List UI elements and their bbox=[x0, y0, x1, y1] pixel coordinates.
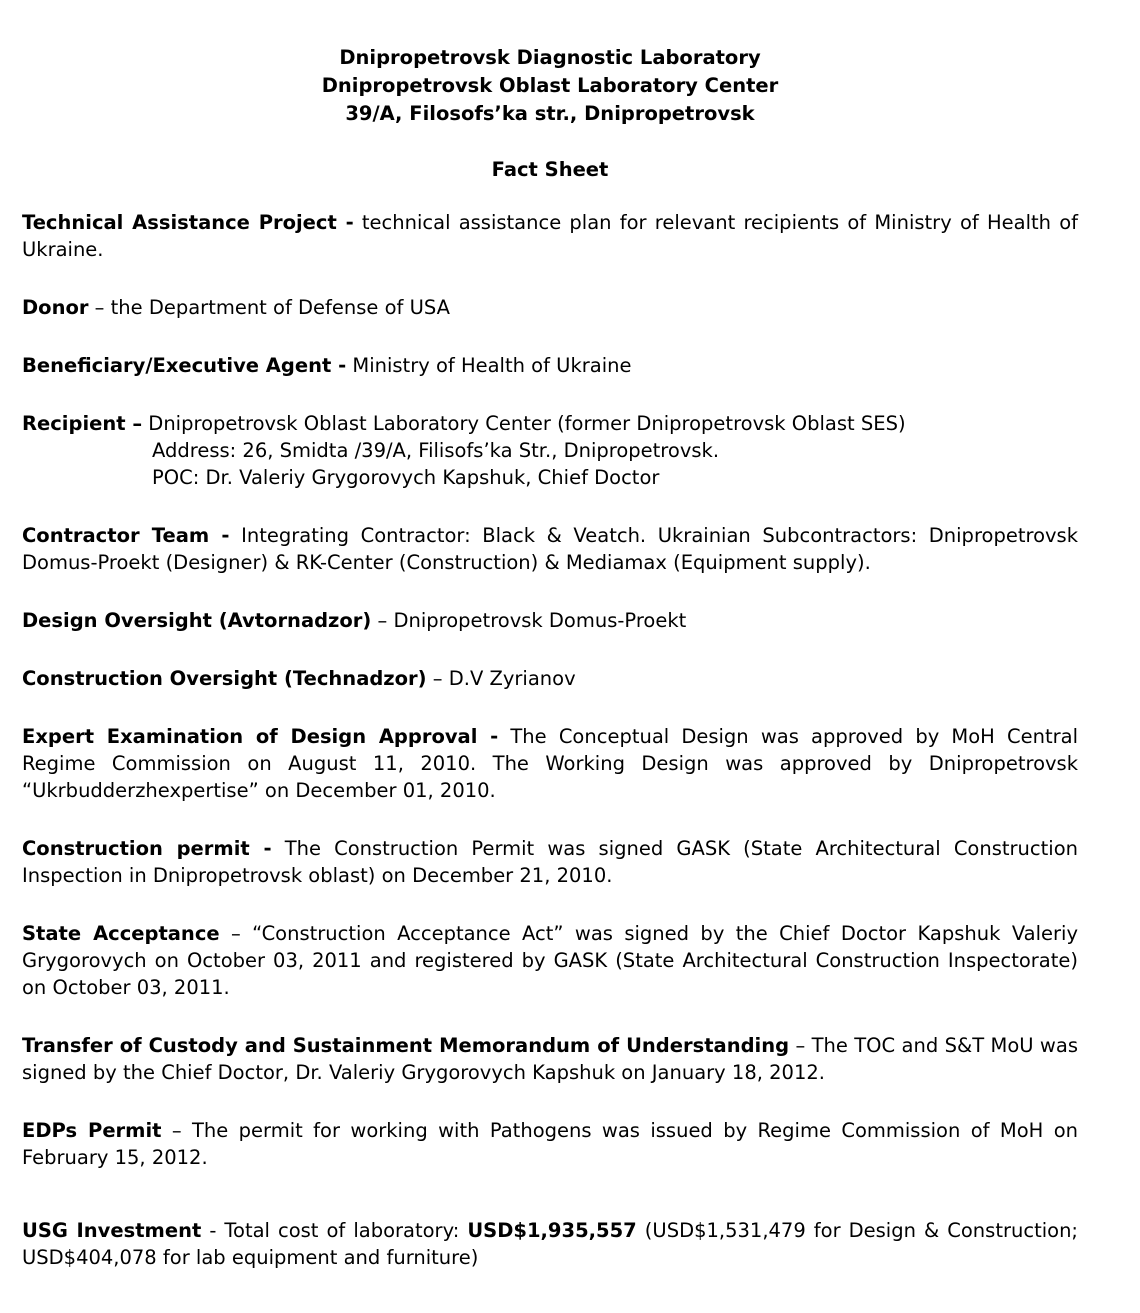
section-label: State Acceptance bbox=[22, 922, 220, 945]
section-label: Expert Examination of Design Approval - bbox=[22, 725, 499, 748]
section-label: Donor bbox=[22, 296, 89, 319]
section-label: USG Investment bbox=[22, 1219, 202, 1242]
section-label: Transfer of Custody and Sustainment Memorandum of Understanding bbox=[22, 1034, 790, 1057]
section-label: Design Oversight (Avtornadzor) bbox=[22, 609, 372, 632]
section-construction-permit bbox=[22, 835, 1078, 889]
section-technical-assistance bbox=[22, 209, 1078, 263]
section-donor bbox=[22, 294, 1078, 321]
total-cost-value: USD$1,935,557 bbox=[467, 1219, 637, 1242]
section-design-oversight bbox=[22, 607, 1078, 634]
section-label: Construction Oversight (Technadzor) bbox=[22, 667, 427, 690]
header-lab-name: Dnipropetrovsk Diagnostic Laboratory bbox=[339, 46, 761, 69]
section-text: – The permit for working with Pathogens was issued by Regime Commission of MoH on February 15, 2012. bbox=[22, 1119, 1078, 1169]
section-label: Technical Assistance Project - bbox=[22, 211, 354, 234]
section-transfer-custody bbox=[22, 1032, 1078, 1086]
recipient-poc: POC: Dr. Valeriy Grygorovych Kapshuk, Chief Doctor bbox=[152, 466, 660, 489]
section-edps-permit bbox=[22, 1117, 1078, 1171]
header-address: 39/A, Filosofs’ka str., Dnipropetrovsk bbox=[345, 102, 755, 125]
section-text: technical assistance plan for relevant recipients of Ministry of Health of Ukraine. bbox=[22, 211, 1078, 261]
section-label: Contractor Team - bbox=[22, 524, 230, 547]
section-text: Ministry of Health of Ukraine bbox=[346, 354, 632, 377]
section-state-acceptance bbox=[22, 920, 1078, 1001]
section-beneficiary bbox=[22, 352, 1078, 379]
section-recipient bbox=[22, 410, 1078, 491]
section-text: – D.V Zyrianov bbox=[426, 667, 576, 690]
section-expert-examination bbox=[22, 723, 1078, 804]
section-usg-investment bbox=[22, 1217, 1078, 1271]
section-label: EDPs Permit bbox=[22, 1119, 162, 1142]
section-text: Dnipropetrovsk Oblast Laboratory Center (former Dnipropetrovsk Oblast SES) bbox=[142, 412, 906, 435]
section-contractor-team bbox=[22, 522, 1078, 576]
section-label: Recipient – bbox=[22, 412, 143, 435]
section-text: - Total cost of laboratory: bbox=[201, 1219, 468, 1242]
section-text: – Dnipropetrovsk Domus-Proekt bbox=[371, 609, 687, 632]
section-text: The Conceptual Design was approved by MoH Central Regime Commission on August 11, 2010. The Working Design was approved by Dnipropetrovsk “Ukrbudderzhexpertise” on December 01, 2010. bbox=[22, 725, 1078, 802]
section-text: – “Construction Acceptance Act” was signed by the Chief Doctor Kapshuk Valeriy Grygorovych on October 03, 2011 and registered by GASK (State Architectural Construction Inspectorate) on October 03, 2011. bbox=[22, 922, 1078, 999]
section-text: – The TOC and S&T MoU was signed by the Chief Doctor, Dr. Valeriy Grygorovych Kapshuk on January 18, 2012. bbox=[22, 1034, 1078, 1084]
section-text: Integrating Contractor: Black & Veatch. Ukrainian Subcontractors: Dnipropetrovsk Domus-Proekt (Designer) & RK-Center (Construction) & Mediamax (Equipment supply). bbox=[22, 524, 1078, 574]
section-text: – the Department of Defense of USA bbox=[88, 296, 450, 319]
section-text: The Construction Permit was signed GASK (State Architectural Construction Inspection in Dnipropetrovsk oblast) on December 21, 2010. bbox=[22, 837, 1078, 887]
section-text: (USD$1,531,479 for Design & Construction; USD$404,078 for lab equipment and furniture) bbox=[22, 1219, 1078, 1269]
section-label: Beneficiary/Executive Agent - bbox=[22, 354, 347, 377]
page-title: Fact Sheet bbox=[491, 158, 609, 181]
section-label: Construction permit - bbox=[22, 837, 272, 860]
section-construction-oversight bbox=[22, 665, 1078, 692]
document-header bbox=[22, 44, 1078, 128]
recipient-address: Address: 26, Smidta /39/A, Filisofs’ka Str., Dnipropetrovsk. bbox=[152, 439, 720, 462]
header-center-name: Dnipropetrovsk Oblast Laboratory Center bbox=[321, 74, 779, 97]
